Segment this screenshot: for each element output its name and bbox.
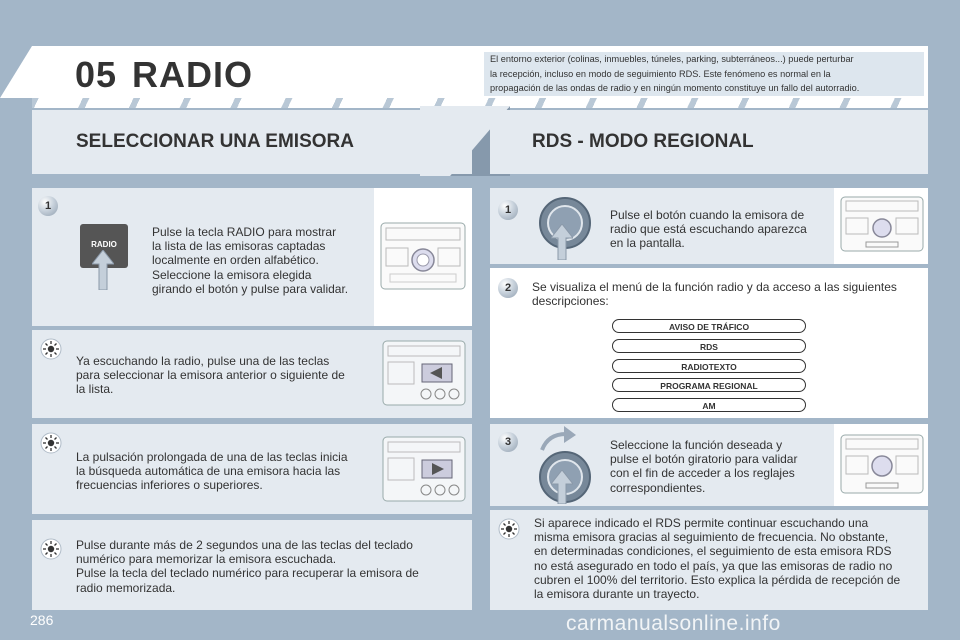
page-number: 286 — [30, 612, 54, 628]
rotate-arrow-icon — [538, 426, 578, 452]
text-line: radio que está escuchando aparezca — [610, 222, 807, 237]
step-badge: 1 — [498, 200, 518, 220]
chapter-title: RADIO — [132, 54, 253, 95]
header-note-line: la recepción, incluso en modo de seguimiento RDS. Este fenómeno es normal en la — [490, 68, 831, 79]
menu-item-regional[interactable]: PROGRAMA REGIONAL — [612, 378, 806, 392]
press-arrow-icon — [551, 224, 573, 260]
step-badge: 3 — [498, 432, 518, 452]
menu-item-radiotext[interactable]: RADIOTEXTO — [612, 359, 806, 373]
text-line: la búsqueda automática de una emisora hacia las — [76, 464, 341, 479]
radio-key-label: RADIO — [91, 240, 117, 249]
sun-tip-icon — [498, 518, 520, 540]
text-line: para seleccionar la emisora anterior o siguiente de — [76, 368, 345, 383]
left-tip1-text — [76, 354, 345, 397]
text-line: numérico para memorizar la emisora escuchada. — [76, 552, 337, 567]
press-arrow-icon — [551, 470, 573, 504]
radio-unit-icon — [380, 222, 466, 290]
text-line: cubren el 100% del territorio. Esto explica la pérdida de recepción de — [534, 572, 901, 587]
text-line: Si aparece indicado el RDS permite continuar escuchando una — [534, 516, 869, 530]
sun-tip-icon — [40, 432, 62, 454]
text-line: correspondientes. — [610, 480, 706, 495]
header-note-line: El entorno exterior (colinas, inmuebles, túneles, parking, subterráneos...) puede perturbar — [490, 54, 854, 64]
sun-tip-icon — [40, 538, 62, 560]
text-line: la emisora durante un trayecto. — [534, 587, 700, 602]
menu-item-rds[interactable]: RDS — [612, 339, 806, 353]
text-line: Seleccione la emisora elegida — [152, 267, 312, 282]
menu-item-traffic[interactable]: AVISO DE TRÁFICO — [612, 319, 806, 333]
text-line: descripciones: — [532, 294, 609, 309]
right-section-title: RDS - MODO REGIONAL — [532, 131, 754, 152]
step-badge: 2 — [498, 278, 518, 298]
right-tip-text — [534, 516, 900, 601]
text-line: girando el botón y pulse para validar. — [152, 281, 349, 296]
text-line: en la pantalla. — [610, 236, 685, 251]
text-line: Pulse la tecla del teclado numérico para recuperar la emisora de — [76, 566, 419, 581]
text-line: Ya escuchando la radio, pulse una de las teclas — [76, 354, 330, 368]
text-line: Se visualiza el menú de la función radio y da acceso a las siguientes — [532, 280, 897, 294]
text-line: con el fin de acceder a los reglajes — [610, 466, 795, 481]
left-tip2-text — [76, 450, 348, 493]
text-line: en determinadas condiciones, el seguimiento de esta emisora RDS — [534, 544, 892, 559]
left-step1-text — [152, 225, 348, 296]
text-line: Pulse el botón cuando la emisora de — [610, 208, 805, 222]
left-tip3-text — [76, 538, 419, 595]
right-step1-text — [610, 208, 807, 251]
text-line: Pulse la tecla RADIO para mostrar — [152, 225, 337, 239]
text-line: la lista. — [76, 382, 114, 397]
text-line: radio memorizada. — [76, 580, 176, 595]
right-step3-text — [610, 438, 797, 495]
radio-unit-icon — [382, 340, 466, 406]
radio-unit-icon — [382, 436, 466, 502]
text-line: no está asegurado en todo el país, ya que las emisoras de radio no — [534, 558, 893, 573]
chapter-number: 05 — [75, 54, 118, 95]
text-line: Seleccione la función deseada y — [610, 438, 783, 452]
text-line: misma emisora gracias al seguimiento de frecuencia. No obstante, — [534, 530, 889, 545]
text-line: localmente en orden alfabético. — [152, 253, 319, 268]
left-section-title: SELECCIONAR UNA EMISORA — [76, 131, 354, 152]
header-note-line: propagación de las ondas de radio y en ningún momento constituye un fallo del autorradio. — [490, 83, 860, 93]
text-line: frecuencias inferiores o superiores. — [76, 478, 263, 493]
text-line: pulse el botón giratorio para validar — [610, 452, 798, 467]
right-step2-text — [532, 280, 897, 308]
text-line: La pulsación prolongada de una de las teclas inicia — [76, 450, 348, 464]
menu-item-am[interactable]: AM — [612, 398, 806, 412]
header-note — [484, 52, 924, 96]
press-arrow-icon — [92, 250, 114, 290]
sun-tip-icon — [40, 338, 62, 360]
radio-unit-icon — [840, 196, 924, 252]
text-line: Pulse durante más de 2 segundos una de las teclas del teclado — [76, 538, 413, 552]
step-badge: 1 — [38, 196, 58, 216]
watermark: carmanualsonline.info — [566, 612, 781, 635]
radio-unit-icon — [840, 434, 924, 494]
text-line: la lista de las emisoras captadas — [152, 239, 326, 254]
